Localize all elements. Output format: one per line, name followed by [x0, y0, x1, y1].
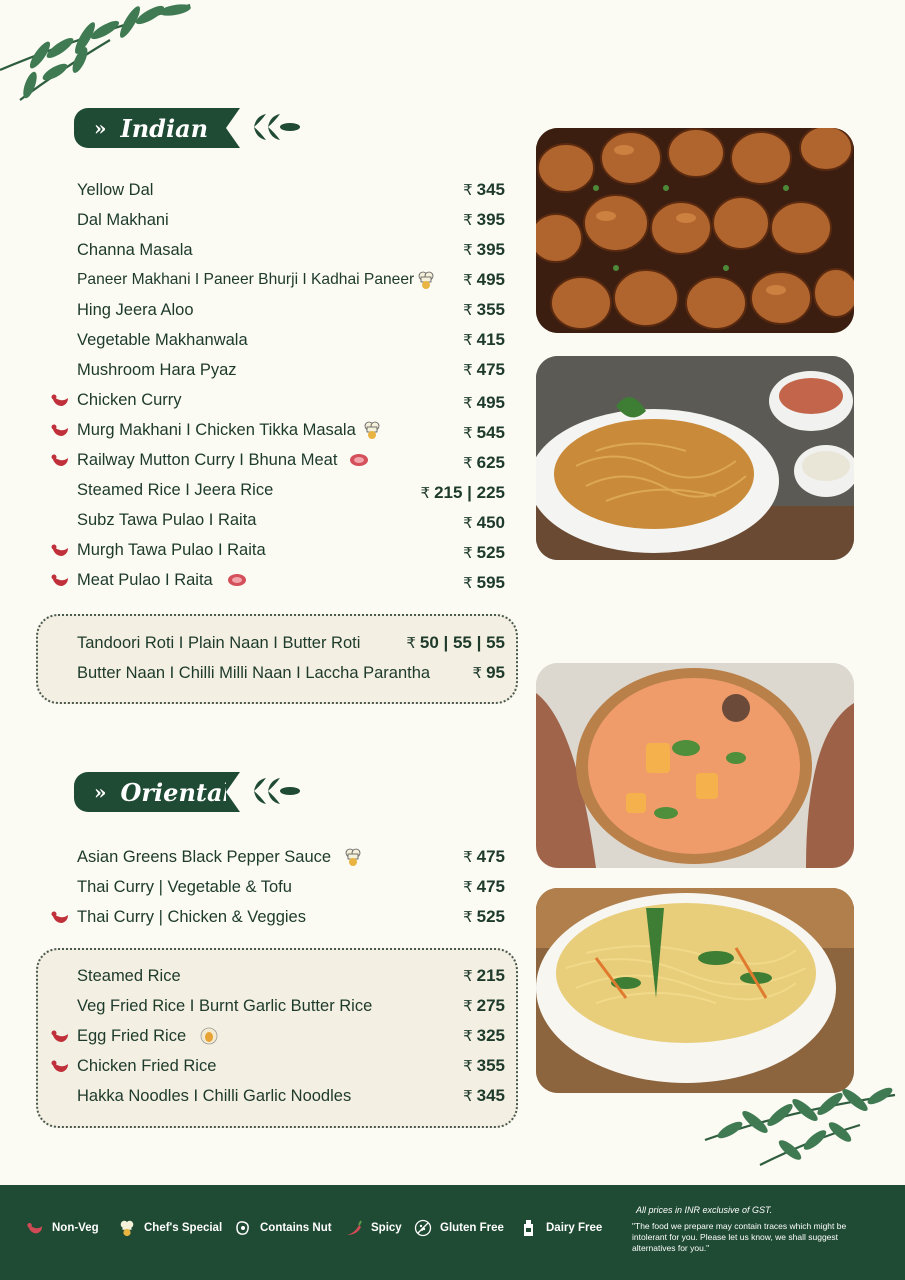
menu-item — [77, 536, 505, 564]
item-name: Thai Curry | Chicken & Veggies — [77, 907, 306, 926]
menu-item — [77, 873, 505, 901]
menu-item — [77, 236, 505, 264]
section-title-text: Oriental — [120, 777, 232, 807]
item-name: Vegetable Makhanwala — [77, 330, 248, 349]
item-price: ₹ 525 — [463, 543, 505, 562]
item-name: Channa Masala — [77, 240, 193, 259]
chevron-double-icon: » — [94, 780, 107, 804]
gst-note: All prices in INR exclusive of GST. — [636, 1205, 773, 1215]
menu-item — [77, 506, 505, 534]
legend-gluten-free — [414, 1219, 504, 1237]
item-price: ₹ 215 — [463, 966, 505, 985]
menu-item — [77, 476, 505, 504]
non-veg-icon — [50, 1058, 70, 1074]
non-veg-icon — [50, 1028, 70, 1044]
item-name: Murgh Tawa Pulao I Raita — [77, 540, 266, 559]
section-title-indian — [74, 108, 226, 148]
menu-item — [77, 416, 505, 444]
allergen-disclaimer: "The food we prepare may contain traces which might be intolerant for you. Please let us know, we shall suggest alternatives for you." — [632, 1221, 847, 1253]
item-name: Chicken Curry — [77, 390, 182, 409]
item-name: Thai Curry | Vegetable & Tofu — [77, 877, 292, 896]
item-name: Hing Jeera Aloo — [77, 300, 194, 319]
item-price: ₹ 345 — [463, 180, 505, 199]
chevron-double-icon: » — [94, 116, 107, 140]
menu-item — [77, 356, 505, 384]
menu-item — [77, 326, 505, 354]
item-name: Dal Makhani — [77, 210, 169, 229]
menu-item — [77, 903, 505, 931]
dairy-free-icon — [520, 1219, 538, 1237]
non-veg-icon — [50, 572, 70, 588]
item-name: Murg Makhani I Chicken Tikka Masala — [77, 420, 356, 439]
menu-item — [77, 176, 505, 204]
legend-label: Contains Nut — [260, 1222, 332, 1234]
legend-contains-nut — [234, 1219, 332, 1237]
item-price: ₹ 355 — [463, 1056, 505, 1075]
chilli-icon — [345, 1219, 363, 1237]
menu-item — [77, 1022, 505, 1050]
legend-label: Chef's Special — [144, 1222, 223, 1234]
item-price: ₹ 475 — [463, 847, 505, 866]
footer-legend-bar — [0, 1185, 905, 1280]
legend-chef-special — [118, 1219, 222, 1237]
menu-item — [77, 566, 505, 594]
item-name: Mushroom Hara Pyaz — [77, 360, 237, 379]
item-name: Railway Mutton Curry I Bhuna Meat — [77, 450, 338, 469]
item-name: Tandoori Roti I Plain Naan I Butter Roti — [77, 633, 361, 652]
legend-label: Gluten Free — [440, 1222, 504, 1234]
item-name: Steamed Rice I Jeera Rice — [77, 480, 274, 499]
meat-icon — [227, 573, 247, 587]
non-veg-icon — [50, 909, 70, 925]
legend-label: Non-Veg — [52, 1222, 99, 1234]
non-veg-icon — [50, 542, 70, 558]
item-price: ₹ 525 — [463, 907, 505, 926]
egg-icon — [200, 1026, 218, 1046]
item-price: ₹ 495 — [463, 393, 505, 412]
item-price: ₹ 395 — [463, 210, 505, 229]
non-veg-icon — [50, 452, 70, 468]
item-name: Asian Greens Black Pepper Sauce — [77, 847, 332, 866]
nut-icon — [234, 1219, 252, 1237]
item-price: ₹ 395 — [463, 240, 505, 259]
meat-icon — [349, 453, 369, 467]
legend-label: Dairy Free — [546, 1222, 603, 1234]
item-name: Butter Naan I Chilli Milli Naan I Laccha Parantha — [77, 663, 431, 682]
section-title-text: Indian — [120, 113, 209, 143]
item-price: ₹ 495 — [463, 270, 505, 289]
menu-item — [77, 962, 505, 990]
menu-item — [77, 659, 505, 687]
item-name: Veg Fried Rice I Burnt Garlic Butter Rice — [77, 996, 373, 1015]
legend-label: Spicy — [371, 1222, 402, 1234]
item-price: ₹ 415 — [463, 330, 505, 349]
item-price: ₹ 215 | 225 — [420, 483, 505, 502]
item-name: Steamed Rice — [77, 966, 181, 985]
item-price: ₹ 95 — [472, 663, 505, 682]
non-veg-icon — [50, 422, 70, 438]
item-name: Yellow Dal — [77, 180, 154, 199]
menu-item — [77, 843, 505, 871]
item-name: Hakka Noodles I Chilli Garlic Noodles — [77, 1086, 352, 1105]
leaf-sprig-icon — [246, 776, 302, 806]
menu-item — [77, 1052, 505, 1080]
non-veg-icon — [26, 1219, 44, 1237]
legend-spicy — [345, 1219, 402, 1237]
chef-hat-icon — [364, 420, 380, 440]
rosemary-leaf-decoration — [0, 0, 200, 110]
menu-item — [77, 296, 505, 324]
item-price: ₹ 50 | 55 | 55 — [406, 633, 505, 652]
chef-hat-icon — [118, 1219, 136, 1237]
item-name: Subz Tawa Pulao I Raita — [77, 510, 257, 529]
hakka-noodles-photo — [536, 888, 854, 1093]
item-name: Chicken Fried Rice — [77, 1056, 217, 1075]
menu-item — [77, 1082, 505, 1110]
non-veg-icon — [50, 392, 70, 408]
menu-item — [77, 386, 505, 414]
item-price: ₹ 475 — [463, 877, 505, 896]
legend-non-veg — [26, 1219, 99, 1237]
item-price: ₹ 450 — [463, 513, 505, 532]
thai-curry-photo — [536, 663, 854, 868]
chef-hat-icon — [345, 847, 361, 867]
menu-item — [77, 266, 505, 294]
item-price: ₹ 275 — [463, 996, 505, 1015]
menu-item — [77, 629, 505, 657]
menu-item — [77, 206, 505, 234]
gluten-free-icon — [414, 1219, 432, 1237]
item-price: ₹ 475 — [463, 360, 505, 379]
item-price: ₹ 545 — [463, 423, 505, 442]
leaf-sprig-icon — [246, 112, 302, 142]
item-name: Egg Fried Rice — [77, 1026, 187, 1045]
item-name: Meat Pulao I Raita — [77, 570, 213, 589]
chef-hat-icon — [418, 270, 434, 290]
mushroom-dish-photo — [536, 128, 854, 333]
item-price: ₹ 345 — [463, 1086, 505, 1105]
item-price: ₹ 625 — [463, 453, 505, 472]
item-price: ₹ 595 — [463, 573, 505, 592]
menu-item — [77, 992, 505, 1020]
biryani-dish-photo — [536, 356, 854, 560]
item-price: ₹ 325 — [463, 1026, 505, 1045]
item-price: ₹ 355 — [463, 300, 505, 319]
menu-item — [77, 446, 505, 474]
item-name: Paneer Makhani I Paneer Bhurji I Kadhai Paneer — [77, 271, 415, 288]
section-title-oriental — [74, 772, 232, 812]
legend-dairy-free — [520, 1219, 602, 1237]
